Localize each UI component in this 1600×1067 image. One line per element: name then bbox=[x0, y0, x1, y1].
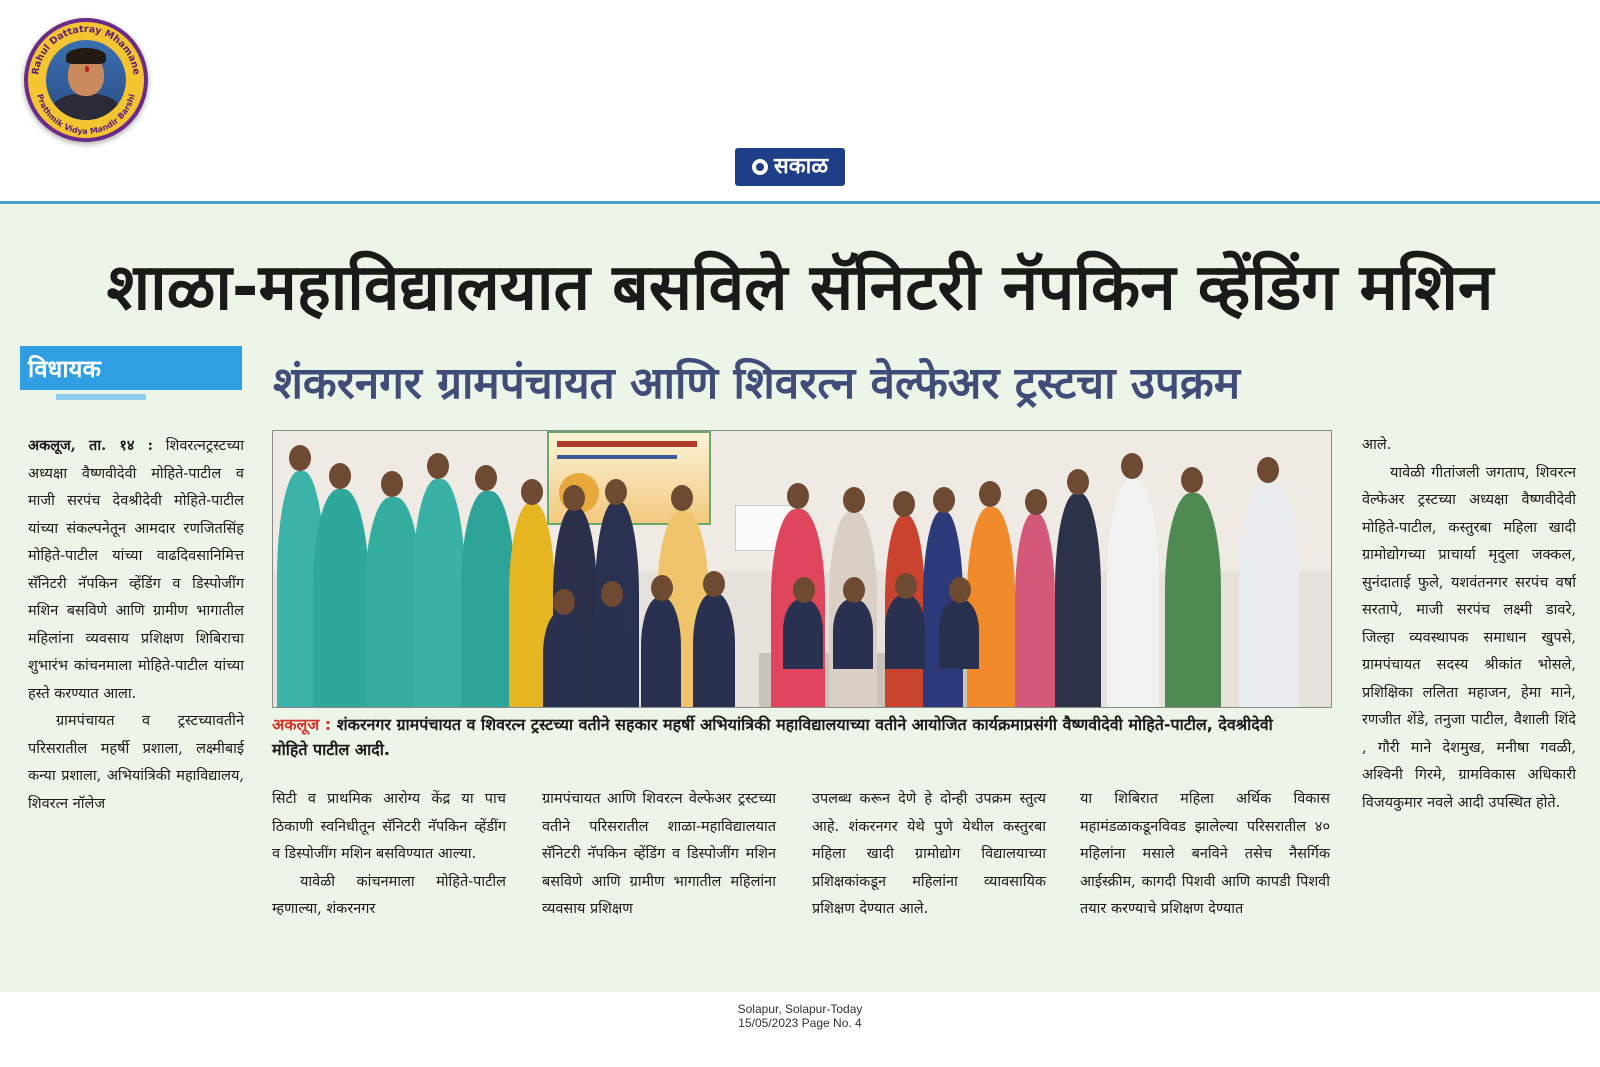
article-column-3 bbox=[542, 786, 776, 924]
section-tag-label: विधायक bbox=[28, 355, 101, 383]
badge-ring-text bbox=[24, 18, 148, 142]
newspaper-masthead bbox=[735, 148, 845, 186]
article-column-6 bbox=[1362, 432, 1576, 817]
article-column-2 bbox=[272, 786, 506, 924]
masthead-logo-icon bbox=[752, 159, 768, 175]
caption-text: शंकरनगर ग्रामपंचायत व शिवरत्न ट्रस्टच्या वतीने सहकार महर्षी अभियांत्रिकी महाविद्यालयाच्या वतीने आयोजित कार्यक्रमाप्रसंगी वैष्णवीदेवी मोहिते-पाटील, देवश्रीदेवी मोहिते पाटील आदी. bbox=[272, 715, 1273, 759]
masthead-title: सकाळ bbox=[773, 154, 829, 179]
article-paragraph: सिटी व प्राथमिक आरोग्य केंद्र या पाच ठिकाणी स्वनिधीतून सॅनिटरी नॅपकिन व्हेंडींग व डिस्पोजींग मशिन बसविण्यात आल्या. bbox=[272, 791, 506, 862]
article-paragraph: ग्रामपंचायत आणि शिवरत्न वेल्फेअर ट्रस्टच्या वतीने परिसरातील शाळा-महाविद्यालयात सॅनिटरी नॅपकिन व्हेंडिंग व डिस्पोजींग मशिन बसविणे आणि ग्रामीण भागातील महिलांना व्यवसाय प्रशिक्षण bbox=[542, 791, 776, 917]
article-paragraph: आले. bbox=[1362, 437, 1392, 453]
badge-bottom-text: Prathmik Vidya Mandir Barshi bbox=[35, 92, 137, 137]
photo-caption bbox=[272, 712, 1312, 762]
article-column-1 bbox=[28, 432, 244, 818]
article-paragraph: यावेळी कांचनमाला मोहिते-पाटील म्हणाल्या, शंकरनगर bbox=[272, 873, 506, 917]
caption-location: अकलूज : bbox=[272, 715, 332, 734]
group-photo bbox=[272, 430, 1332, 708]
section-tag bbox=[20, 346, 242, 390]
paragraph-text: शिवरत्नट्रस्टच्या अध्यक्षा वैष्णवीदेवी मोहिते-पाटील व माजी सरपंच देवश्रीदेवी मोहिते-पाटील यांच्या संकल्पनेतून आमदार रणजितसिंह मोहिते-पाटील यांच्या वाढदिवसानिमित्त सॅनिटरी नॅपकिन व्हेंडिंग व डिस्पोजींग मशिन बसविणे आणि ग्रामीण भागातील महिलांना व्यवसाय प्रशिक्षण शिबिराचा शुभारंभ कांचनमाला मोहिते-पाटील यांच्या हस्ते करण्यात आला. bbox=[28, 438, 245, 702]
edition-line: Solapur, Solapur-Today bbox=[737, 1002, 863, 1016]
svg-text:Prathmik Vidya Mandir Barshi bbox=[35, 93, 137, 136]
article-paragraph: यावेळी गीतांजली जगताप, शिवरत्न वेल्फेअर ट्रस्टच्या अध्यक्षा वैष्णवीदेवी मोहिते-पाटील, कस्तुरबा महिला खादी ग्रामोद्योगच्या प्राचार्या मृदुला जक्कल, सुनंदाताई फुले, यशवंतनगर सरपंच वर्षा सरतापे, माजी सरपंच लक्ष्मी डावरे, जिल्हा व्यवस्थापक समाधान खुपसे, ग्रामपंचायत सदस्य श्रीकांत भोसले, प्रशिक्षिका ललिता महाजन, हेमा माने, रणजीत शेंडे, तनुजा पाटील, वैशाली शिंदे , गौरी माने देशमुख, मनीषा गवळी, अश्विनी गिरमे, ग्रामविकास अधिकारी विजयकुमार नवले आदी उपस्थित होते. bbox=[1362, 464, 1576, 811]
page-reference bbox=[0, 1002, 1600, 1030]
article-paragraph: या शिबिरात महिला अर्थिक विकास महामंडळाकडूनविवड झालेल्या परिसरातील ४० महिलांना मसाले बनविने तसेच नैसर्गिक आईस्क्रीम, कागदी पिशवी आणि कापडी पिशवी तयार करण्याचे प्रशिक्षण देण्यात bbox=[1080, 791, 1330, 917]
article-paragraph: उपलब्ध करून देणे हे दोन्ही उपक्रम स्तुत्य आहे. शंकरनगर येथे पुणे येथील कस्तुरबा महिला खादी ग्रामोद्योग विद्यालयाच्या प्रशिक्षकांकडून महिलांना व्यावसायिक प्रशिक्षण देण्यात आले. bbox=[812, 791, 1046, 917]
profile-badge bbox=[24, 18, 148, 142]
dateline: अकलूज, ता. १४ : bbox=[28, 437, 153, 454]
headline: शाळा-महाविद्यालयात बसविले सॅनिटरी नॅपकिन व्हेंडिंग मशिन bbox=[106, 251, 1494, 325]
badge-top-text: Rahul Dattatray Mhamane bbox=[30, 23, 142, 76]
article-paragraph bbox=[28, 432, 244, 708]
article-column-5 bbox=[1080, 786, 1330, 924]
date-page-line: 15/05/2023 Page No. 4 bbox=[738, 1016, 862, 1030]
subheading: शंकरनगर ग्रामपंचायत आणि शिवरत्न वेल्फेअर ट्रस्टचा उपक्रम bbox=[273, 358, 1241, 409]
section-underline bbox=[56, 394, 146, 400]
article-paragraph: ग्रामपंचायत व ट्रस्टच्यावतीने परिसरातील महर्षी प्रशाला, लक्ष्मीबाई कन्या प्रशाला, अभियांत्रिकी महाविद्यालय, शिवरत्न नॉलेज bbox=[28, 713, 244, 812]
svg-text:Rahul Dattatray Mhamane bbox=[30, 24, 142, 76]
article-column-4 bbox=[812, 786, 1046, 924]
